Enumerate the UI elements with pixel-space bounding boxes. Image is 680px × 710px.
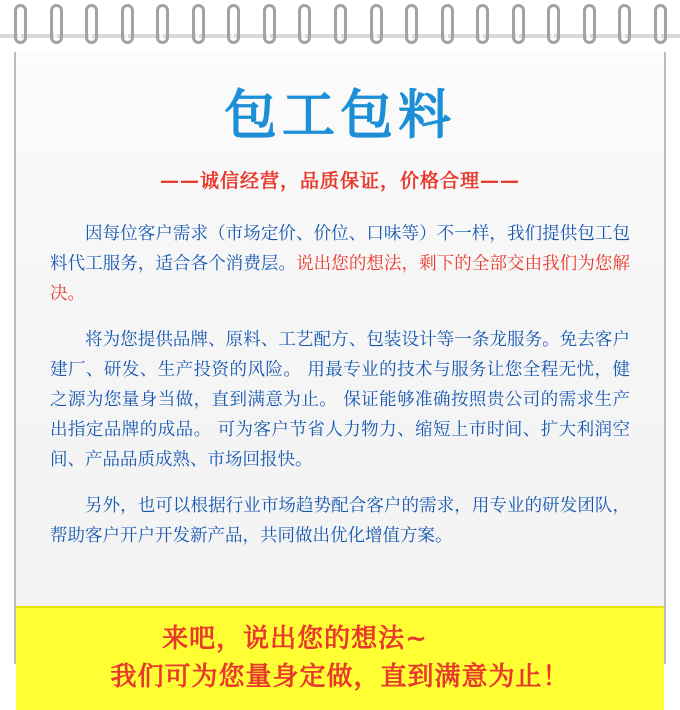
- sheet-content: [16, 85, 664, 710]
- binding-ring: [85, 4, 98, 44]
- paragraph-2: [50, 325, 630, 475]
- paragraph-1: [50, 219, 630, 309]
- binding-ring: [654, 4, 667, 44]
- binding-ring: [227, 4, 240, 44]
- paragraph-1-text-main: 因每位客户需求（市场定价、价位、口味等）不一样，我们提供包工包料代工服务，适合各个消费层。: [50, 223, 630, 274]
- binding-ring: [547, 4, 560, 44]
- callout-line-2: 我们可为您量身定做，直到满意为止！: [110, 662, 570, 692]
- paragraph-3: [50, 491, 630, 551]
- binding-ring: [405, 4, 418, 44]
- binding-ring: [263, 4, 276, 44]
- paragraph-3-text: 另外，也可以根据行业市场趋势配合客户的需求，用专业的研发团队，帮助客户开户开发新产品，共同做出优化增值方案。: [50, 496, 630, 547]
- binding-ring: [583, 4, 596, 44]
- binding-ring: [50, 4, 63, 44]
- binding-ring: [298, 4, 311, 44]
- callout-banner: [16, 606, 664, 710]
- binding-ring: [512, 4, 525, 44]
- binding-ring: [121, 4, 134, 44]
- binding-ring: [441, 4, 454, 44]
- notebook-sheet: [14, 40, 666, 692]
- binding-ring: [334, 4, 347, 44]
- callout-line-1: 来吧，说出您的想法~: [162, 624, 428, 655]
- page-title: 包工包料: [224, 85, 456, 146]
- paragraph-1-text-highlight: 说出您的想法，剩下的全部交由我们为您解决。: [50, 253, 630, 304]
- body-copy: [50, 219, 630, 552]
- binding-ring: [14, 4, 27, 44]
- binding-ring: [370, 4, 383, 44]
- binding-ring: [192, 4, 205, 44]
- binding-ring: [618, 4, 631, 44]
- binding-ring: [476, 4, 489, 44]
- page-subtitle: ——诚信经营，品质保证，价格合理——: [159, 169, 520, 192]
- spiral-binding: [0, 0, 680, 52]
- binding-ring: [156, 4, 169, 44]
- paragraph-2-text: 将为您提供品牌、原料、工艺配方、包装设计等一条龙服务。免去客户建厂、研发、生产投资的风险。 用最专业的技术与服务让您全程无忧，健之源为您量身当做，直到满意为止。 保证能够准确按照贵公司的需求生产出指定品牌的成品。 可为客户节省人力物力、缩短上市时间、扩大利润空间、产品品质成熟、市场回报快。: [50, 329, 630, 471]
